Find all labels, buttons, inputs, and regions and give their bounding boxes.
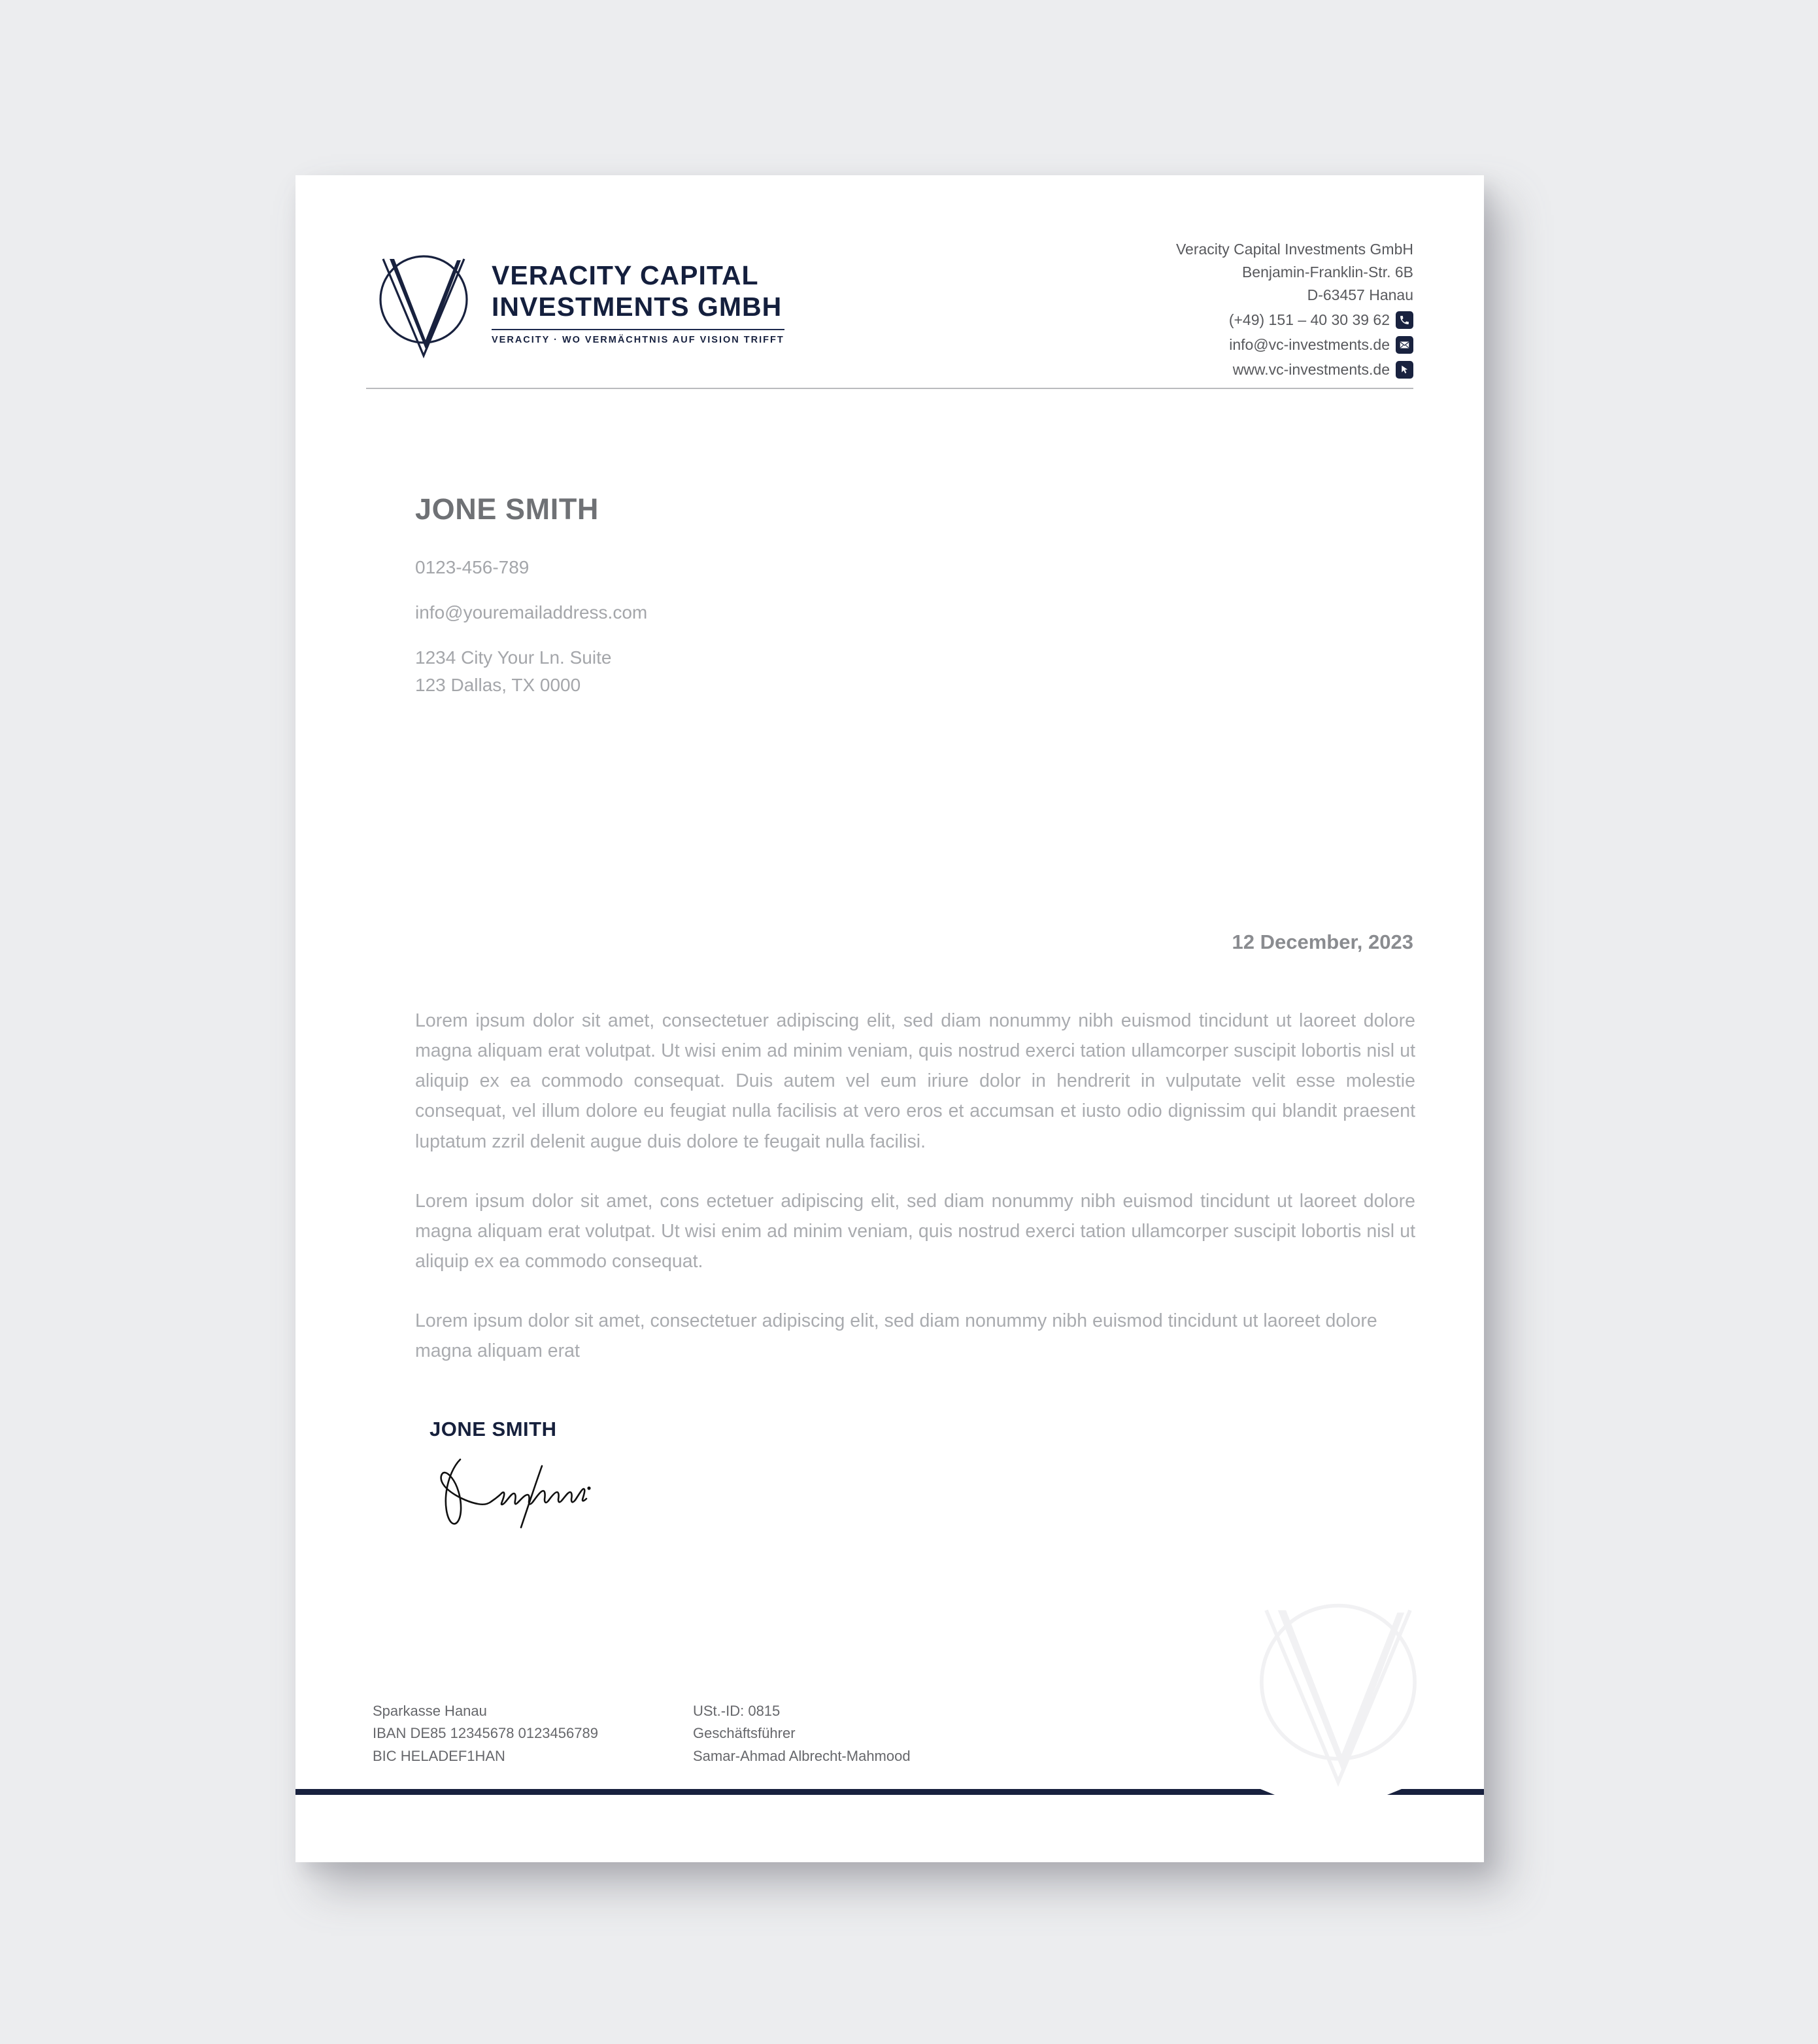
company-logo	[366, 241, 784, 362]
company-phone-value: (+49) 151 – 40 30 39 62	[1228, 311, 1390, 328]
envelope-icon	[1396, 336, 1413, 354]
letter-body	[415, 1006, 1415, 1367]
company-website-value: www.vc-investments.de	[1232, 360, 1390, 378]
vat-id: USt.-ID: 0815	[693, 1703, 781, 1720]
company-contact-block	[1176, 238, 1413, 381]
company-email-row[interactable]	[1176, 333, 1413, 356]
header-divider	[366, 388, 1413, 389]
letter-paragraph: Lorem ipsum dolor sit amet, consectetuer adipiscing elit, sed diam nonummy nibh euismod tincidunt ut laoreet dolore magna aliquam erat volutpat. Ut wisi enim ad minim veniam, quis nostrud exerci tation ullamcorper suscipit lobortis nisl ut aliquip ex ea commodo consequat. Duis autem vel eum iriure dolor in hendrerit in vulputate velit esse molestie consequat, vel illum dolore eu feugiat nulla facilisis at vero eros et accumsan et iusto odio dignissim qui blandit praesent luptatum zzril delenit augue duis dolore te feugait nulla facilisi.	[415, 1010, 1415, 1152]
signature-block	[429, 1418, 599, 1531]
company-phone-row[interactable]	[1176, 309, 1413, 332]
handwritten-signature-icon	[429, 1453, 599, 1531]
recipient-name: JONE SMITH	[415, 492, 599, 526]
recipient-address-line-1: 1234 City Your Ln. Suite	[415, 647, 612, 668]
company-name: Veracity Capital Investments GmbH	[1175, 241, 1413, 258]
letterhead-page	[295, 175, 1484, 1862]
signature-name: JONE SMITH	[429, 1418, 557, 1440]
company-tagline: VERACITY · WO VERMÄCHTNIS AUF VISION TRIFFT	[492, 334, 784, 345]
company-website-row[interactable]	[1176, 358, 1413, 381]
manager-name: Samar-Ahmad Albrecht-Mahmood	[693, 1747, 911, 1764]
letter-paragraph: Lorem ipsum dolor sit amet, cons ectetuer adipiscing elit, sed diam nonummy nibh euismod tincidunt ut laoreet dolore magna aliquam erat volutpat. Ut wisi enim ad minim veniam, quis nostrud exerci tation ullamcorper suscipit lobortis nisl ut aliquip ex ea commodo consequat.	[415, 1190, 1415, 1272]
recipient-email: info@youremailaddress.com	[415, 602, 648, 622]
footer-legal-column	[693, 1700, 1085, 1767]
recipient-address-line-2: 123 Dallas, TX 0000	[415, 675, 581, 695]
bank-name: Sparkasse Hanau	[373, 1703, 487, 1720]
recipient-phone: 0123-456-789	[415, 557, 530, 577]
footer-accent-bar-tail	[1387, 1789, 1484, 1795]
company-logo-line-2: INVESTMENTS GMBH	[492, 292, 783, 322]
letterhead-header	[295, 175, 1484, 391]
footer-accent-bar	[295, 1789, 1275, 1795]
letterhead-footer	[295, 1666, 1484, 1862]
company-email-value: info@vc-investments.de	[1229, 335, 1390, 353]
letter-paragraph: Lorem ipsum dolor sit amet, consectetuer adipiscing elit, sed diam nonummy nibh euismod tincidunt ut laoreet dolore magna aliquam erat	[415, 1310, 1377, 1362]
bank-bic: BIC HELADEF1HAN	[373, 1747, 505, 1764]
footer-columns	[373, 1700, 1085, 1767]
company-street: Benjamin-Franklin-Str. 6B	[1241, 263, 1413, 281]
phone-icon	[1396, 311, 1413, 329]
logo-divider	[492, 329, 784, 330]
cursor-arrow-icon	[1396, 361, 1413, 379]
recipient-block	[415, 492, 1003, 699]
bank-iban: IBAN DE85 12345678 0123456789	[373, 1725, 598, 1742]
veracity-v-logo-icon	[366, 241, 481, 362]
company-logo-text	[492, 258, 784, 345]
manager-role: Geschäftsführer	[693, 1725, 796, 1742]
company-logo-line-1: VERACITY CAPITAL	[492, 260, 759, 291]
footer-bank-column	[373, 1700, 693, 1767]
company-city: D-63457 Hanau	[1307, 286, 1413, 303]
letter-date: 12 December, 2023	[1232, 930, 1413, 953]
